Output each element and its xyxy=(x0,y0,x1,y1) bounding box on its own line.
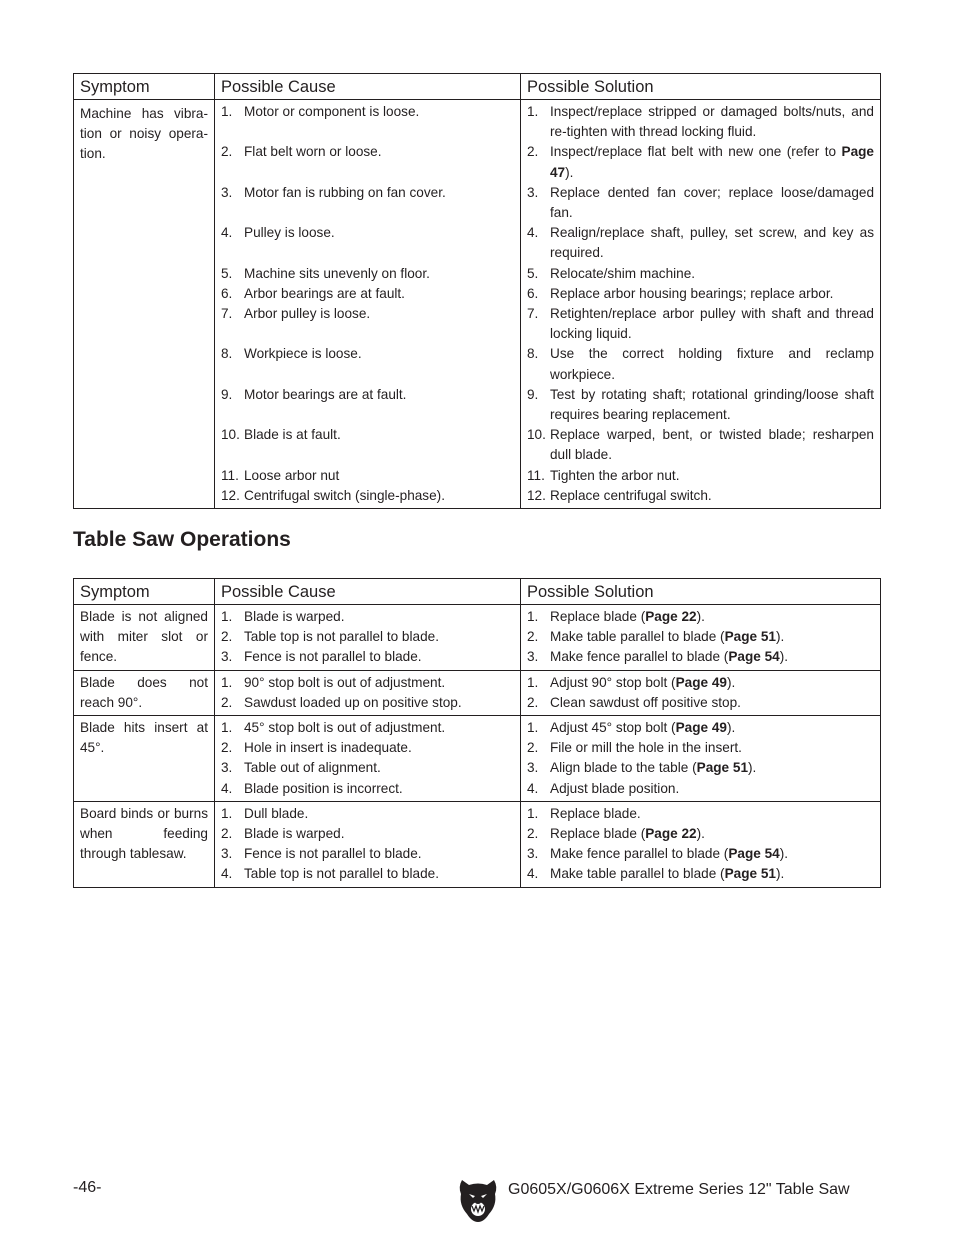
cause-item xyxy=(221,304,514,344)
item-number: 5. xyxy=(221,265,233,281)
item-text: Table out of alignment. xyxy=(244,760,381,776)
item-text: Use the correct holding fixture and reclamp workpiece. xyxy=(550,346,874,382)
item-number: 3. xyxy=(221,760,233,776)
item-number: 3. xyxy=(527,184,539,200)
cause-list xyxy=(221,102,514,506)
item-number: 4. xyxy=(527,225,539,241)
item-text-end: ). xyxy=(775,629,785,645)
cause-item xyxy=(221,627,514,647)
cause-item xyxy=(221,804,514,824)
cause-item xyxy=(221,385,514,425)
solution-list xyxy=(527,718,874,799)
item-text: Blade is at fault. xyxy=(244,427,341,443)
cause-cell xyxy=(215,801,521,887)
solution-header: Possible Solution xyxy=(521,579,881,605)
cause-item xyxy=(221,718,514,738)
item-text: Make fence parallel to blade ( xyxy=(550,846,729,862)
solution-list xyxy=(527,673,874,713)
item-text-end: ). xyxy=(775,866,785,882)
item-text-end: ). xyxy=(696,826,705,842)
page-reference: Page 22 xyxy=(645,609,697,624)
cause-item xyxy=(221,486,514,506)
item-text: Replace blade ( xyxy=(550,826,646,842)
cause-list xyxy=(221,718,514,799)
item-text: Loose arbor nut xyxy=(244,467,340,483)
item-text: Clean sawdust off positive stop. xyxy=(550,694,741,710)
cause-item xyxy=(221,693,514,713)
item-number: 3. xyxy=(221,846,233,862)
item-text: Make table parallel to blade ( xyxy=(550,866,725,882)
cause-item xyxy=(221,779,514,799)
item-text: Make table parallel to blade ( xyxy=(550,629,725,645)
solution-cell xyxy=(521,716,881,802)
cause-list xyxy=(221,804,514,885)
cause-list xyxy=(221,607,514,668)
item-number: 7. xyxy=(527,305,539,321)
item-number: 3. xyxy=(221,184,233,200)
item-text: Retighten/replace arbor pulley with shaft and thread locking liquid. xyxy=(550,305,874,342)
cause-item xyxy=(221,607,514,627)
symptom-header: Symptom xyxy=(74,74,215,100)
solution-list xyxy=(527,804,874,885)
page-number: -46- xyxy=(73,1179,102,1196)
cause-item xyxy=(221,738,514,758)
solution-item xyxy=(527,304,874,344)
solution-item xyxy=(527,844,874,864)
table-header-row xyxy=(74,579,881,605)
solution-item xyxy=(527,385,874,425)
cause-cell xyxy=(215,716,521,802)
table-row xyxy=(74,716,881,802)
item-number: 2. xyxy=(221,144,233,160)
cause-item xyxy=(221,344,514,384)
solution-item xyxy=(527,738,874,758)
symptom-cell: Machine has vibra-tion or noisy opera-tion. xyxy=(74,100,215,509)
item-number: 2. xyxy=(221,740,233,756)
table-row xyxy=(74,605,881,671)
solution-item xyxy=(527,223,874,263)
item-number: 1. xyxy=(221,104,233,119)
item-number: 2. xyxy=(527,629,539,645)
bear-head-logo-icon xyxy=(458,1177,498,1223)
item-text-end: ). xyxy=(565,164,574,180)
item-text: Align blade to the table ( xyxy=(550,760,697,776)
solution-item xyxy=(527,264,874,284)
item-number: 6. xyxy=(221,285,233,301)
item-number: 9. xyxy=(221,386,233,402)
item-number: 10. xyxy=(527,427,546,443)
item-number: 1. xyxy=(527,609,539,624)
item-text: Adjust 45° stop bolt ( xyxy=(550,720,676,736)
solution-item xyxy=(527,486,874,506)
symptom-cell: Blade is not aligned with miter slot or fence. xyxy=(74,605,215,671)
item-text: Relocate/shim machine. xyxy=(550,265,696,281)
solution-item xyxy=(527,647,874,667)
item-text: Motor or component is loose. xyxy=(244,104,420,119)
table-row xyxy=(74,100,881,509)
item-text: Test by rotating shaft; rotational grinding/loose shaft requires bearing replacement. xyxy=(550,386,874,422)
item-text-end: ). xyxy=(726,674,736,690)
item-text: Table top is not parallel to blade. xyxy=(244,866,439,882)
symptom-cell: Board binds or burns when feeding through tablesaw. xyxy=(74,801,215,887)
cause-item xyxy=(221,425,514,465)
section-title: Table Saw Operations xyxy=(73,528,291,551)
page-reference: Page 51 xyxy=(724,866,776,882)
cause-header: Possible Cause xyxy=(215,579,521,605)
solution-item xyxy=(527,718,874,738)
table-row xyxy=(74,801,881,887)
page-reference: Page 54 xyxy=(728,649,780,665)
item-number: 8. xyxy=(221,346,233,362)
solution-header: Possible Solution xyxy=(521,74,881,100)
cause-header: Possible Cause xyxy=(215,74,521,100)
item-text: Centrifugal switch (single-phase). xyxy=(244,487,445,503)
cause-item xyxy=(221,647,514,667)
symptom-cell: Blade hits insert at 45°. xyxy=(74,716,215,802)
table-header-row xyxy=(74,74,881,100)
item-number: 2. xyxy=(221,826,233,842)
cause-item xyxy=(221,264,514,284)
item-text-end: ). xyxy=(696,609,705,624)
item-text: Arbor pulley is loose. xyxy=(244,305,371,321)
item-number: 4. xyxy=(527,780,539,796)
solution-item xyxy=(527,183,874,223)
item-number: 1. xyxy=(221,720,233,736)
cause-item xyxy=(221,142,514,182)
solution-item xyxy=(527,607,874,627)
item-text: Motor bearings are at fault. xyxy=(244,386,407,402)
item-number: 1. xyxy=(527,805,539,821)
troubleshooting-table-vibration xyxy=(73,73,881,509)
item-text: Dull blade. xyxy=(244,805,309,821)
item-text: Replace dented fan cover; replace loose/damaged fan. xyxy=(550,184,874,220)
cause-item xyxy=(221,824,514,844)
item-text: Fence is not parallel to blade. xyxy=(244,649,422,665)
item-number: 2. xyxy=(527,826,539,842)
cause-item xyxy=(221,844,514,864)
item-number: 6. xyxy=(527,285,539,301)
solution-item xyxy=(527,284,874,304)
item-text: Make fence parallel to blade ( xyxy=(550,649,729,665)
item-text: File or mill the hole in the insert. xyxy=(550,740,742,756)
item-number: 3. xyxy=(221,649,233,665)
item-text: Replace warped, bent, or twisted blade; resharpen dull blade. xyxy=(550,427,874,463)
item-number: 8. xyxy=(527,346,539,362)
item-number: 2. xyxy=(221,694,233,710)
item-number: 9. xyxy=(527,386,539,402)
item-text-end: ). xyxy=(779,846,789,862)
page-reference: Page 49 xyxy=(675,720,727,736)
cause-item xyxy=(221,284,514,304)
item-number: 3. xyxy=(527,649,539,665)
item-text: Blade position is incorrect. xyxy=(244,780,403,796)
item-text: Inspect/replace flat belt with new one (refer to xyxy=(550,144,842,160)
solution-cell xyxy=(521,605,881,671)
item-number: 4. xyxy=(221,780,233,796)
item-text: Sawdust loaded up on positive stop. xyxy=(244,694,462,710)
item-number: 1. xyxy=(527,104,539,119)
cause-cell xyxy=(215,100,521,509)
item-text: Replace centrifugal switch. xyxy=(550,487,712,503)
solution-item xyxy=(527,425,874,465)
item-number: 2. xyxy=(527,694,539,710)
solution-item xyxy=(527,804,874,824)
item-text: Adjust blade position. xyxy=(550,780,680,796)
solution-item xyxy=(527,344,874,384)
item-text: Workpiece is loose. xyxy=(244,346,362,362)
item-text-end: ). xyxy=(779,649,789,665)
item-number: 3. xyxy=(527,760,539,776)
solution-item xyxy=(527,673,874,693)
item-text: Motor fan is rubbing on fan cover. xyxy=(244,184,446,200)
cause-item xyxy=(221,223,514,263)
solution-item xyxy=(527,142,874,182)
item-number: 2. xyxy=(527,144,539,160)
page-reference: Page 51 xyxy=(696,760,749,776)
page-reference: Page 47 xyxy=(550,144,874,180)
item-text: Flat belt worn or loose. xyxy=(244,144,382,160)
footer-title: G0605X/G0606X Extreme Series 12" Table Saw xyxy=(508,1181,850,1198)
item-number: 11. xyxy=(527,467,545,483)
item-text: Table top is not parallel to blade. xyxy=(244,629,439,645)
item-number: 5. xyxy=(527,265,539,281)
page-reference: Page 54 xyxy=(728,846,780,862)
item-text: 90° stop bolt is out of adjustment. xyxy=(244,674,446,690)
item-text-end: ). xyxy=(748,760,757,776)
cause-item xyxy=(221,758,514,778)
cause-item xyxy=(221,864,514,884)
solution-list xyxy=(527,607,874,668)
symptom-header: Symptom xyxy=(74,579,215,605)
solution-item xyxy=(527,779,874,799)
item-text: Fence is not parallel to blade. xyxy=(244,846,422,862)
item-text: Inspect/replace stripped or damaged bolts/nuts, and re-tighten with thread locking fluid. xyxy=(550,104,874,140)
item-number: 7. xyxy=(221,305,233,321)
item-text: Tighten the arbor nut. xyxy=(550,467,680,483)
solution-cell xyxy=(521,801,881,887)
item-text: Machine sits unevenly on floor. xyxy=(244,265,430,281)
table-row xyxy=(74,670,881,715)
solution-list xyxy=(527,102,874,506)
solution-cell xyxy=(521,670,881,715)
cause-list xyxy=(221,673,514,713)
item-text: Replace blade ( xyxy=(550,609,646,624)
solution-item xyxy=(527,466,874,486)
item-text: Adjust 90° stop bolt ( xyxy=(550,674,676,690)
item-text: Blade is warped. xyxy=(244,609,345,624)
solution-item xyxy=(527,102,874,142)
item-number: 1. xyxy=(221,805,233,821)
item-number: 12. xyxy=(527,487,546,503)
item-text: Hole in insert is inadequate. xyxy=(244,740,412,756)
solution-cell xyxy=(521,100,881,509)
item-text: Replace arbor housing bearings; replace arbor. xyxy=(550,285,834,301)
cause-item xyxy=(221,183,514,223)
solution-item xyxy=(527,627,874,647)
page-reference: Page 49 xyxy=(675,674,727,690)
item-number: 4. xyxy=(221,866,233,882)
cause-item xyxy=(221,102,514,142)
cause-cell xyxy=(215,605,521,671)
item-text: Realign/replace shaft, pulley, set screw, and key as required. xyxy=(550,225,874,261)
item-number: 1. xyxy=(527,674,539,690)
item-text-end: ). xyxy=(726,720,736,736)
item-number: 10. xyxy=(221,427,240,443)
item-number: 4. xyxy=(221,225,233,241)
item-text: Arbor bearings are at fault. xyxy=(244,285,405,301)
symptom-cell: Blade does not reach 90°. xyxy=(74,670,215,715)
item-number: 2. xyxy=(527,740,539,756)
item-number: 1. xyxy=(221,609,233,624)
page-reference: Page 22 xyxy=(645,826,697,842)
item-text: 45° stop bolt is out of adjustment. xyxy=(244,720,446,736)
item-number: 3. xyxy=(527,846,539,862)
cause-item xyxy=(221,673,514,693)
solution-item xyxy=(527,824,874,844)
item-number: 1. xyxy=(527,720,539,736)
cause-cell xyxy=(215,670,521,715)
item-text: Pulley is loose. xyxy=(244,225,335,241)
troubleshooting-table-operations xyxy=(73,578,881,888)
item-number: 2. xyxy=(221,629,233,645)
item-text: Replace blade. xyxy=(550,805,641,821)
item-number: 11. xyxy=(221,467,239,483)
item-number: 1. xyxy=(221,674,233,690)
item-number: 12. xyxy=(221,487,240,503)
solution-item xyxy=(527,758,874,778)
solution-item xyxy=(527,864,874,884)
solution-item xyxy=(527,693,874,713)
cause-item xyxy=(221,466,514,486)
page-reference: Page 51 xyxy=(724,629,776,645)
item-text: Blade is warped. xyxy=(244,826,345,842)
item-number: 4. xyxy=(527,866,539,882)
